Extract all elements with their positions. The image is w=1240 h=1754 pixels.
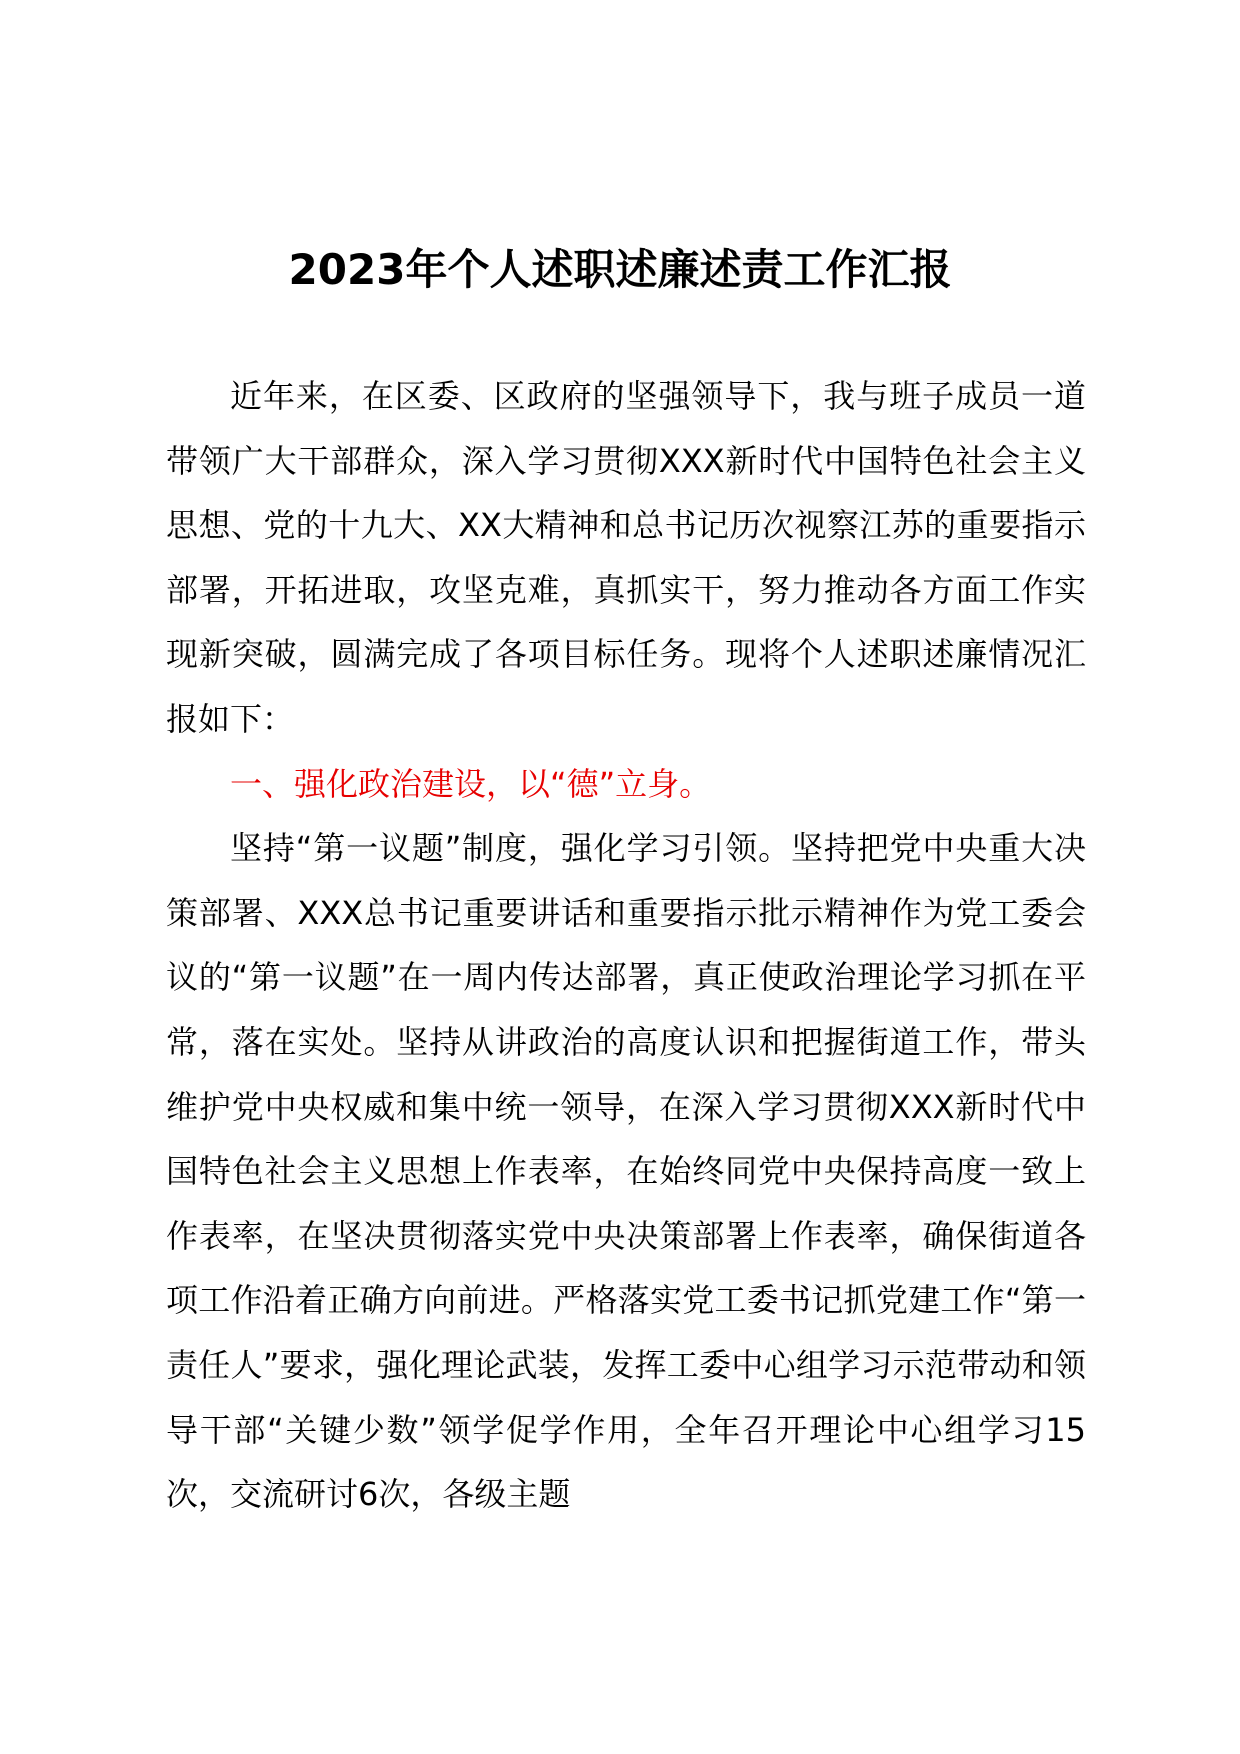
intro-paragraph: 近年来，在区委、区政府的坚强领导下，我与班子成员一道带领广大干部群众，深入学习贯彻XXX新时代中国特色社会主义思想、党的十九大、XX大精神和总书记历次视察江苏的重要指示部署，开拓进取，攻坚克难，真抓实干，努力推动各方面工作实现新突破，圆满完成了各项目标任务。现将个人述职述廉情况汇报如下： bbox=[166, 377, 1086, 738]
document-body bbox=[166, 364, 1086, 1527]
section-1-paragraph: 坚持“第一议题”制度，强化学习引领。坚持把党中央重大决策部署、XXX总书记重要讲话和重要指示批示精神作为党工委会议的“第一议题”在一周内传达部署，真正使政治理论学习抓在平常，落在实处。坚持从讲政治的高度认识和把握街道工作，带头维护党中央权威和集中统一领导，在深入学习贯彻XXX新时代中国特色社会主义思想上作表率，在始终同党中央保持高度一致上作表率，在坚决贯彻落实党中央决策部署上作表率，确保街道各项工作沿着正确方向前进。严格落实党工委书记抓党建工作“第一责任人”要求，强化理论武装，发挥工委中心组学习示范带动和领导干部“关键少数”领学促学作用，全年召开理论中心组学习15次，交流研讨6次，各级主题 bbox=[166, 829, 1086, 1514]
section-heading-1: 一、强化政治建设，以“德”立身。 bbox=[230, 764, 712, 803]
document-title: 2023年个人述职述廉述责工作汇报 bbox=[288, 245, 952, 294]
